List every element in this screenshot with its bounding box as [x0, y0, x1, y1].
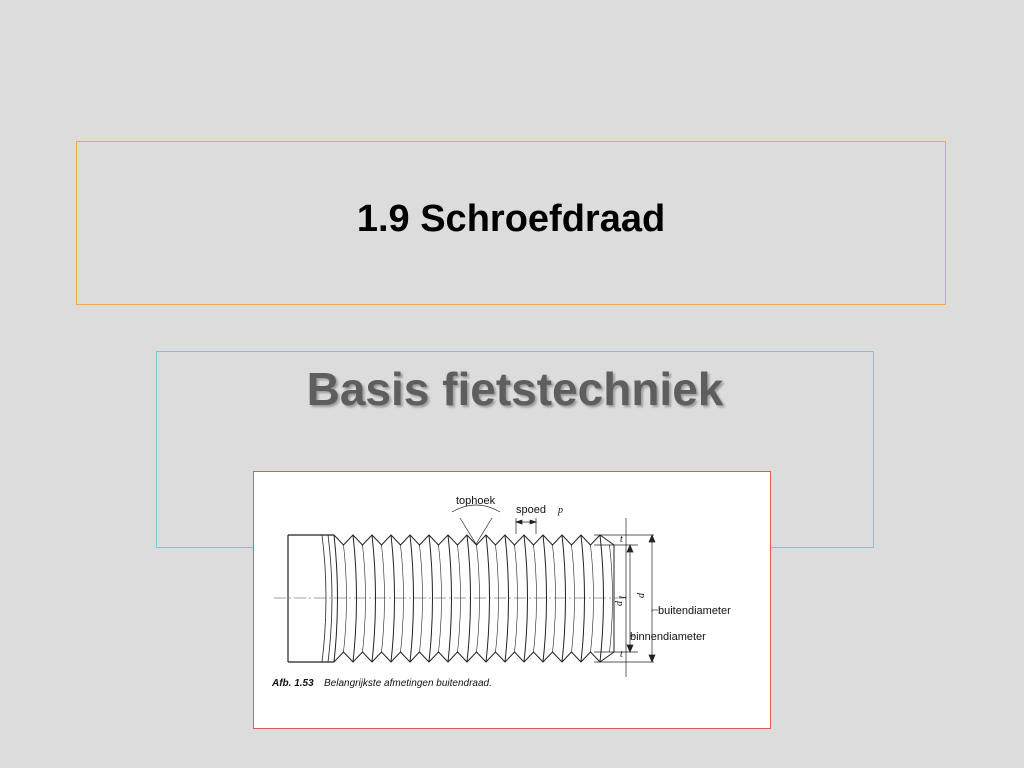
label-d1-sub: 1 — [618, 595, 629, 600]
slide-title: 1.9 Schroefdraad — [356, 197, 666, 240]
slide-subtitle: Basis fietstechniek — [306, 363, 724, 415]
label-t-top: t — [620, 534, 623, 545]
label-d: d — [636, 593, 647, 598]
label-binnendiameter: binnendiameter — [630, 631, 706, 643]
thread-figure — [253, 471, 771, 729]
title-placeholder — [76, 141, 946, 305]
caption-number: Afb. 1.53 — [272, 678, 314, 689]
screw-thread-drawing-icon — [254, 472, 770, 728]
label-spoed: spoed — [516, 504, 546, 516]
label-tophoek: tophoek — [456, 495, 496, 507]
label-d1: d — [614, 601, 625, 606]
label-spoed-p: p — [558, 505, 563, 516]
label-buitendiameter: buitendiameter — [658, 605, 731, 617]
caption-text: Belangrijkste afmetingen buitendraad. — [324, 678, 492, 689]
label-t-bottom: t — [620, 649, 623, 660]
